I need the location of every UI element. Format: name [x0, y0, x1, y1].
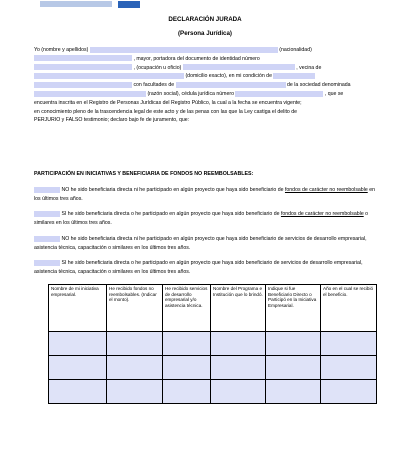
table-cell[interactable] — [211, 356, 266, 380]
occupation-field[interactable] — [183, 64, 295, 70]
table-cell[interactable] — [266, 356, 321, 380]
table-header-cell: He recibido servicios de desarrollo empresarial y/o asistencia técnica. — [163, 285, 211, 332]
table-header-cell: Nombre de mi iniciativa empresarial. — [49, 285, 107, 332]
option-1-checkbox[interactable] — [34, 187, 60, 193]
name-field[interactable] — [90, 47, 278, 53]
table-cell[interactable] — [107, 380, 163, 404]
intro-line-9: PERJURIO y FALSO testimonio; declaro bajo fe de juramento, que: — [34, 117, 190, 124]
table-cell[interactable] — [49, 356, 107, 380]
address-field[interactable] — [34, 73, 184, 79]
option-3-checkbox[interactable] — [34, 236, 60, 242]
document-subtitle: (Persona Jurídica) — [178, 30, 232, 37]
option-2: SI he sido beneficiaria directa o he participado en algún proyecto que haya sido beneficiario de fondos de carácter no reembolsable o similares en los últimos tres años. — [34, 211, 369, 226]
intro-line-4: (domicilio exacto), en mi condición de — [34, 72, 374, 81]
option-2-checkbox[interactable] — [34, 211, 60, 217]
intro-line-1: Yo (nombre y apellidos) (nacionalidad) — [34, 47, 312, 53]
role-field[interactable] — [34, 82, 132, 88]
company-name-field[interactable] — [34, 91, 146, 97]
table-cell[interactable] — [107, 332, 163, 356]
id-number-field[interactable] — [34, 64, 132, 70]
table-cell[interactable] — [266, 332, 321, 356]
legal-id-field[interactable] — [235, 91, 323, 97]
header-logos — [40, 0, 140, 8]
document-title: DECLARACIÓN JURADA — [168, 16, 242, 23]
table-cell[interactable] — [49, 380, 107, 404]
table-cell[interactable] — [321, 356, 377, 380]
intro-paragraph — [34, 46, 374, 125]
table-cell[interactable] — [49, 332, 107, 356]
intro-line-5: con facultades de de la sociedad denominada — [34, 81, 374, 90]
table-row — [49, 332, 377, 356]
faculties-field[interactable] — [176, 82, 286, 88]
table-header-cell: Año en el cual se recibió el beneficio. — [321, 285, 377, 332]
table-header-cell: Indique si fue Beneficiario Directo o Participó en la Iniciativa Empresarial. — [266, 285, 321, 332]
option-3: NO he sido beneficiaria directa ni he participado en algún proyecto que haya sido beneficiario de servicios de desarrollo empresarial, asistencia técnica, capacitación o similares en los últimos tres años. — [34, 236, 367, 251]
table-cell[interactable] — [163, 332, 211, 356]
table-cell[interactable] — [211, 380, 266, 404]
beneficiary-table — [48, 284, 377, 404]
table-header-row — [49, 285, 377, 332]
condition-field[interactable] — [273, 73, 315, 79]
table-row — [49, 356, 377, 380]
section-title: PARTICIPACIÓN EN INICIATIVAS Y BENEFICIARIA DE FONDOS NO REEMBOLSABLES: — [34, 171, 254, 177]
option-1: NO he sido beneficiaria directa ni he participado en algún proyecto que haya sido beneficiario de fondos de carácter no reembolsable en los últimos tres años. — [34, 187, 375, 202]
table-cell[interactable] — [163, 356, 211, 380]
table-cell[interactable] — [211, 332, 266, 356]
table-cell[interactable] — [107, 356, 163, 380]
nationality-field[interactable] — [34, 55, 132, 61]
table-cell[interactable] — [266, 380, 321, 404]
intro-line-7: encuentra inscrita en el Registro de Personas Jurídicas del Registro Público, la cual a la fecha se encuentra vigente; — [34, 99, 302, 106]
table-row — [49, 380, 377, 404]
table-header-cell: Nombre del Programa e Institución que lo brindó. — [211, 285, 266, 332]
institution-logo — [40, 1, 112, 7]
table-cell[interactable] — [321, 332, 377, 356]
table-header-cell: He recibido fondos no reembolsables. (Indicar el monto). — [107, 285, 163, 332]
table-cell[interactable] — [163, 380, 211, 404]
intro-line-2: , mayor, portadora del documento de identidad número — [34, 55, 374, 64]
brand-logo — [118, 1, 140, 8]
intro-line-3: , (ocupación u oficio) , vecina de — [34, 64, 374, 73]
intro-line-6: (razón social), cédula jurídica número , que se — [34, 90, 374, 99]
option-4-checkbox[interactable] — [34, 260, 60, 266]
table-cell[interactable] — [321, 380, 377, 404]
option-4: SI he sido beneficiaria directa o he participado en algún proyecto que haya sido beneficiario de servicios de desarrollo empresarial, asistencia técnica, capacitación o similares en los últimos tres años. — [34, 260, 363, 275]
intro-line-8: en conocimiento pleno de la trascendencia legal de este acto y de las penas con las que la Ley castiga el delito de — [34, 108, 298, 115]
